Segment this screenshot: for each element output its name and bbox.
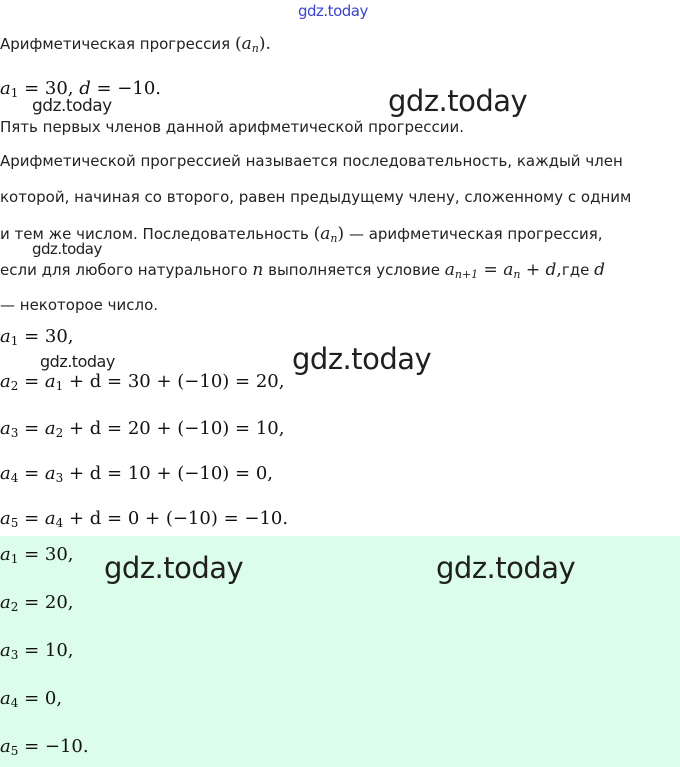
watermark: gdz.today	[292, 342, 432, 376]
watermark: gdz.today	[32, 240, 102, 258]
problem-find: Пять первых членов данной арифметической прогрессии.	[0, 118, 464, 136]
theory-condition-formula: $a_{n+1} = a_n + d$,	[444, 260, 562, 281]
watermark: gdz.today	[104, 551, 244, 585]
problem-title	[0, 34, 271, 54]
theory-line-5: — некоторое число.	[0, 296, 159, 314]
theory-line-3: и тем же числом. Последовательность $(a_n)$ — арифметическая прогрессия,	[0, 224, 603, 245]
watermark: gdz.today	[436, 551, 576, 585]
problem-given: $a_1 = 30$, d = −10.	[0, 78, 162, 100]
solution-step-3: $a_3 = a_2 + d = 20 + (-10) = 10$,	[0, 418, 285, 440]
answer-item-1: $a_1 = 30$,	[0, 544, 74, 566]
answer-box	[0, 536, 680, 767]
answer-item-4: $a_4 = 0$,	[0, 688, 63, 710]
solution-step-1: $a_1 = 30$,	[0, 326, 74, 348]
watermark: gdz.today	[388, 84, 528, 118]
problem-title-text: Арифметическая прогрессия	[0, 35, 231, 53]
solution-step-4: $a_4 = a_3 + d = 10 + (-10) = 0$,	[0, 463, 274, 485]
theory-sequence-formula: $(a_n)$	[313, 224, 345, 245]
solution-step-2: $a_2 = a_1 + d = 30 + (-10) = 20$,	[0, 371, 285, 393]
problem-title-formula: $(a_n)$.	[234, 34, 271, 55]
theory-line-2: которой, начиная со второго, равен предыдущему члену, сложенному с одним	[0, 188, 632, 206]
theory-line-4: если для любого натурального n выполняется условие $a_{n+1} = a_n + d,где$ d	[0, 260, 605, 281]
theory-line-1: Арифметической прогрессией называется последовательность, каждый член	[0, 152, 623, 170]
watermark: gdz.today	[40, 352, 115, 371]
answer-item-5: $a_5 = -10$.	[0, 736, 89, 758]
answer-item-3: $a_3 = 10$,	[0, 640, 74, 662]
solution-step-5: $a_5 = a_4 + d = 0 + (-10) = -10$.	[0, 508, 289, 530]
site-logo[interactable]: gdz.today	[298, 2, 368, 20]
answer-item-2: $a_2 = 20$,	[0, 592, 74, 614]
watermark: gdz.today	[32, 96, 112, 116]
